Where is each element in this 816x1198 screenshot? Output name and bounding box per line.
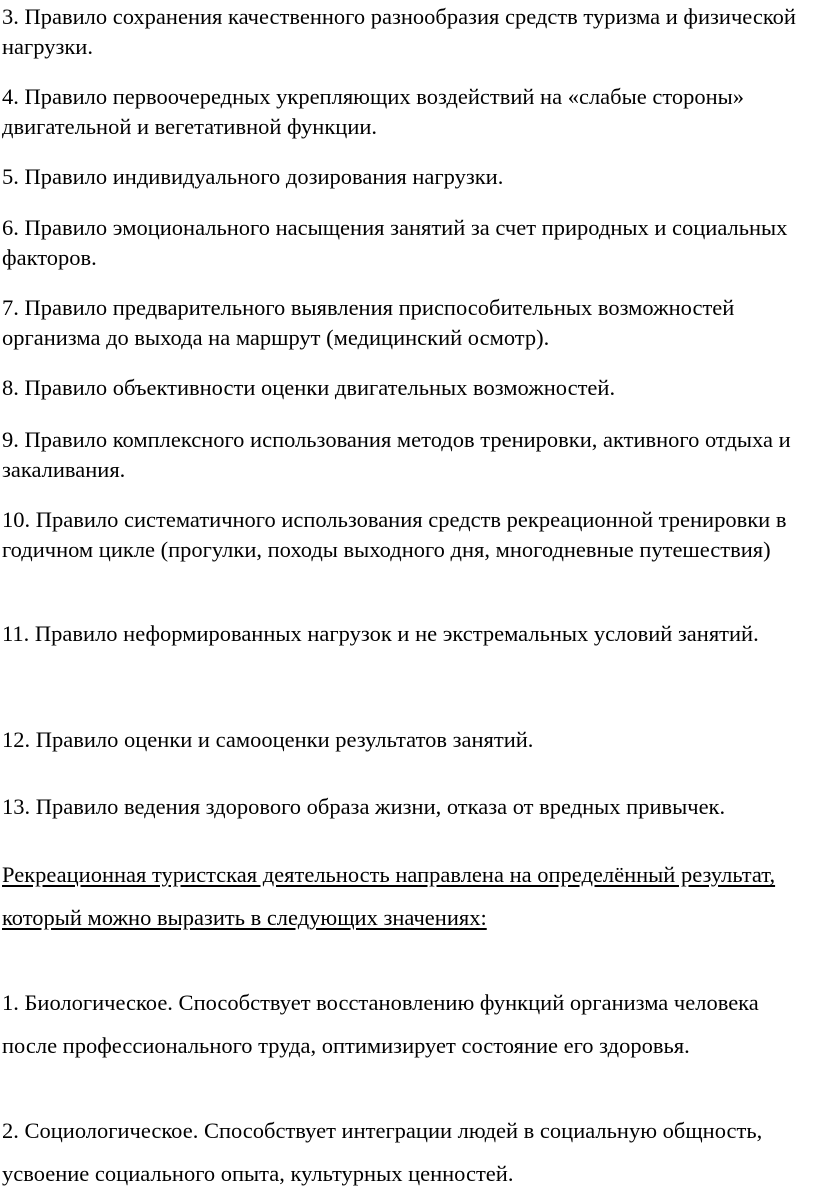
rule-6: 6. Правило эмоционального насыщения занятий за счет природных и социальных факторов.: [2, 215, 788, 270]
rule-8: 8. Правило объективности оценки двигательных возможностей.: [2, 375, 616, 400]
rule-13: 13. Правило ведения здорового образа жизни, отказа от вредных привычек.: [2, 794, 726, 819]
rule-10: 10. Правило систематичного использования средств рекреационной тренировки в годичном цикле (прогулки, походы выходного дня, многодневные путешествия): [2, 507, 787, 562]
rule-11: 11. Правило неформированных нагрузок и не экстремальных условий занятий.: [2, 621, 759, 646]
rule-3: 3. Правило сохранения качественного разнообразия средств туризма и физической нагрузки.: [2, 4, 796, 59]
value-sociological: 2. Социологическое. Способствует интеграции людей в социальную общность, усвоение социального опыта, культурных ценностей.: [2, 1118, 763, 1186]
rule-5: 5. Правило индивидуального дозирования нагрузки.: [2, 164, 504, 189]
rule-4: 4. Правило первоочередных укрепляющих воздействий на «слабые стороны» двигательной и вегетативной функции.: [2, 84, 745, 139]
rule-9: 9. Правило комплексного использования методов тренировки, активного отдыха и закаливания.: [2, 427, 791, 482]
value-biological: 1. Биологическое. Способствует восстановлению функций организма человека после профессионального труда, оптимизирует состояние его здоровья.: [2, 990, 759, 1058]
intro-heading: Рекреационная туристская деятельность направлена на определённый результат, который можно выразить в следующих значениях:: [2, 862, 776, 930]
rule-7: 7. Правило предварительного выявления приспособительных возможностей организма до выхода на маршрут (медицинский осмотр).: [2, 295, 735, 350]
rule-12: 12. Правило оценки и самооценки результатов занятий.: [2, 727, 534, 752]
